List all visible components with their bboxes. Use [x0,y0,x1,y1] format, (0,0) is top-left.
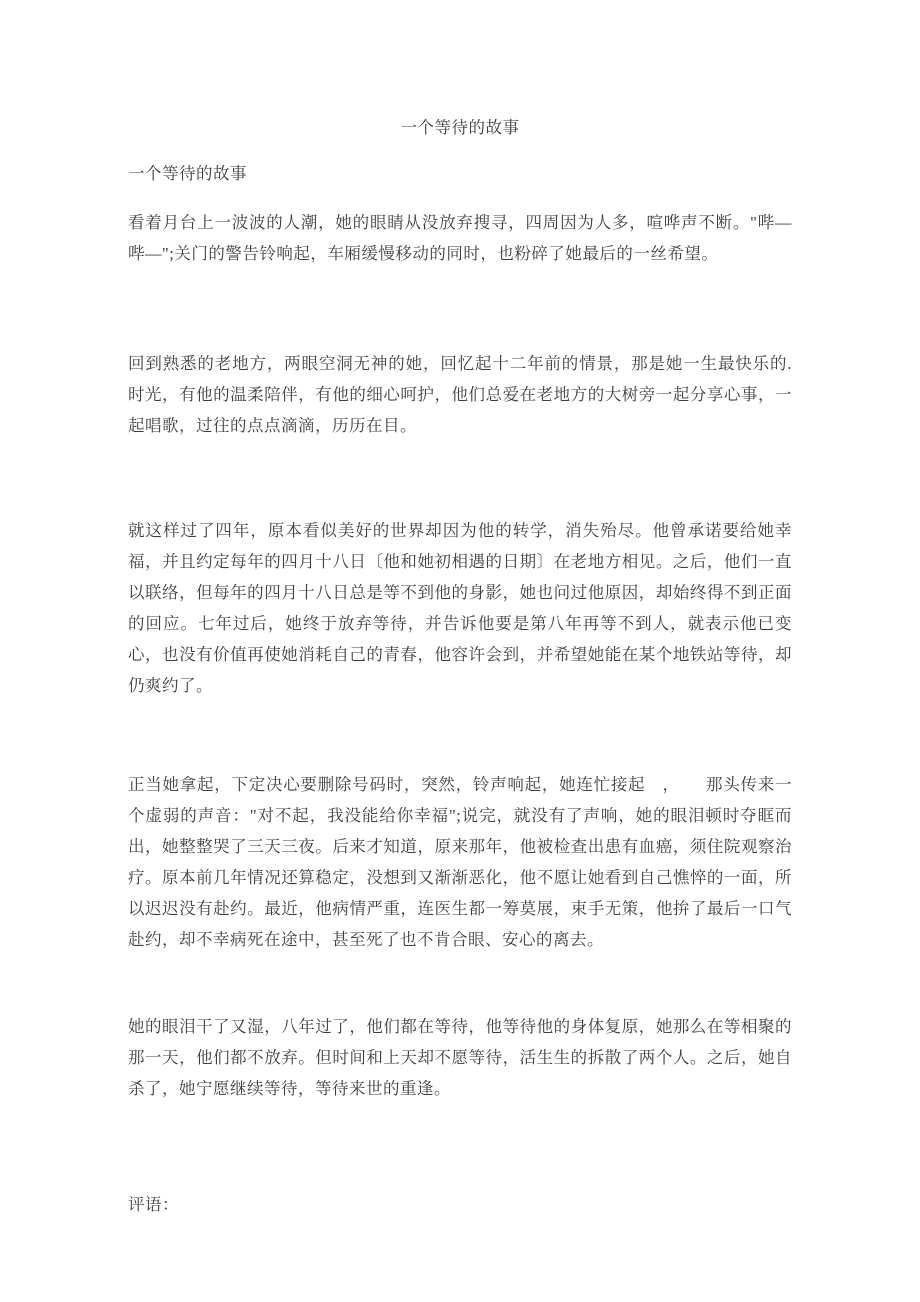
story-paragraph-5: 她的眼泪干了又湿，八年过了，他们都在等待，他等待他的身体复原，她那么在等相聚的那一天，他们都不放弃。但时间和上天却不愿等待，活生生的拆散了两个人。之后，她自杀了，她宁愿继续等待，等待来世的重逢。 [128,1017,792,1098]
story-paragraph-4: 正当她拿起，下定决心要删除号码时，突然，铃声响起，她连忙接起 ， 那头传来一个虚弱的声音："对不起，我没能给你幸福";说完，就没有了声响，她的眼泪顿时夺眶而出，她整整哭了三天三夜。后来才知道，原来那年，他被检查出患有血癌，须住院观察治疗。原本前几年情况还算稳定，没想到又渐渐恶化，他不愿让她看到自己憔悴的一面，所以迟迟没有赴约。最近，他病情严重，连医生都一筹莫展，束手无策，他拚了最后一口气赴约，却不幸病死在途中，甚至死了也不肯合眼、安心的离去。 [128,775,792,949]
story-heading: 一个等待的故事 [128,164,247,183]
story-paragraph-3: 就这样过了四年，原本看似美好的世界却因为他的转学，消失殆尽。他曾承诺要给她幸福，并且约定每年的四月十八日〔他和她初相遇的日期〕在老地方相见。之后，他们一直以联络，但每年的四月十八日总是等不到他的身影，她也问过他原因，却始终得不到正面的回应。七年过后，她终于放弃等待，并告诉他要是第八年再等不到人，就表示他已变心，也没有价值再使她消耗自己的青春，他容许会到，并希望她能在某个地铁站等待，却仍爽约了。 [128,521,792,695]
document-title: 一个等待的故事 [400,118,520,137]
comment-label: 评语： [128,1195,179,1214]
story-paragraph-1: 看着月台上一波波的人潮，她的眼睛从没放弃搜寻，四周因为人多，喧哗声不断。"哔—哔—";关门的警告铃响起，车厢缓慢移动的同时，也粉碎了她最后的一丝希望。 [128,213,792,263]
story-paragraph-2: 回到熟悉的老地方，两眼空洞无神的她，回忆起十二年前的情景，那是她一生最快乐的.时光，有他的温柔陪伴，有他的细心呵护，他们总爱在老地方的大树旁一起分享心事，一起唱歌，过往的点点滴滴，历历在目。 [128,354,792,435]
